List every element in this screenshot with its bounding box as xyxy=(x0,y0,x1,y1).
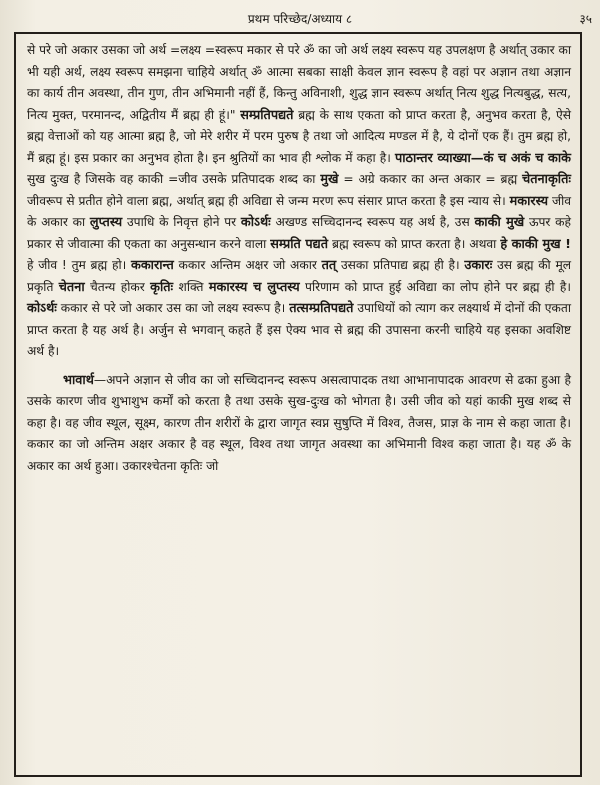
bold-term: सम्प्रतिपद्यते xyxy=(240,107,294,123)
text-run: = अग्रे ककार का अन्त अकार = ब्रह्म xyxy=(338,172,523,186)
text-run: से परे जो अकार उसका जो अर्थ =लक्ष्य =स्वरूप मकार से परे ॐ का जो अर्थ लक्ष्य स्वरूप यह उपलक्षण है अर्थात् उकार का भी यही अर्थ, लक्ष्य स्वरूप समझना चाहिये अर्थात् ॐ आत्मा सबका साक्षी केवल ज्ञान स्वरूप है वहां पर अज्ञान तथा अज्ञान का कार्य तीन अवस्था, तीन गुण, तीन अभिमानी नहीं हैं, किन्तु अविनाशी, शुद्ध ज्ञान स्वरूप अर्थात् नित्य शुद्ध नित्यबुद्ध, सत्य, नित्य मुक्त, परमानन्द, अद्वितीय मैं ब्रह्म ही हूं।" xyxy=(27,43,571,122)
page-number: ३५ xyxy=(579,12,592,26)
paragraph-bhavarth xyxy=(27,370,571,478)
text-run: ब्रह्म स्वरूप को प्राप्त करता है। अथवा xyxy=(328,236,501,251)
text-run: हे जीव ! तुम ब्रह्म हो। xyxy=(27,258,132,272)
bold-term: कृतिः xyxy=(150,279,174,295)
bold-term: पाठान्तर व्याख्या—कं च अकं च काके xyxy=(394,150,571,166)
bold-term: काकी मुखे xyxy=(474,215,525,230)
bold-term: कोऽर्थः xyxy=(240,215,271,230)
text-run: अखण्ड सच्चिदानन्द स्वरूप यह अर्थ है, उस xyxy=(270,215,475,229)
text-run: ककार अन्तिम अक्षर जो अकार xyxy=(173,258,322,272)
text-run: ककार से परे जो अकार उस का जो लक्ष्य स्वरूप है। xyxy=(56,301,290,315)
page-header xyxy=(0,6,600,28)
bold-term: भावार्थ xyxy=(63,372,94,388)
body-text xyxy=(27,40,571,477)
bold-term: चेतनाकृतिः xyxy=(522,172,571,187)
bold-term: चेतना xyxy=(58,279,85,295)
text-run: उस ब्रह्म की मूल प्रकृति xyxy=(27,258,572,294)
bold-term: तत्सम्प्रतिपद्यते xyxy=(289,301,354,316)
text-run: जीवरूप से प्रतीत होने वाला ब्रह्म, अर्थात् ब्रह्म ही अविद्या से जन्म मरण रूप संसार प्राप्त करता है इस न्याय से। xyxy=(27,193,510,208)
text-run: शक्ति xyxy=(173,279,209,294)
bold-term: उकारः xyxy=(464,258,493,273)
text-frame xyxy=(14,32,582,777)
text-run: सुख दुःख है जिसके वह काकी =जीव उसके प्रतिपादक शब्द का xyxy=(27,172,321,186)
bold-term: मुखे xyxy=(320,172,339,187)
text-run: उपाधि के निवृत्त होने पर xyxy=(122,215,241,229)
bold-term: तत् xyxy=(321,258,337,273)
bold-term: ककारान्त xyxy=(131,258,174,273)
text-run: उपाधियों को त्याग कर लक्ष्यार्थ में दोनों की एकता प्राप्त करता है यह अर्थ है। अर्जुन से भगवान् कहते हैं इस ऐक्य भाव से ब्रह्म की उपासना करनी चाहिये यह इसका अवशिष्ट अर्थ है। xyxy=(27,301,571,358)
chapter-heading: प्रथम परिच्छेद/अध्याय ८ xyxy=(247,12,353,26)
bold-term: मकारस्य xyxy=(509,193,549,209)
text-run: चैतन्य होकर xyxy=(84,279,151,294)
text-run: —अपने अज्ञान से जीव का जो सच्चिदानन्द स्वरूप असत्वापादक तथा आभानापादक आवरण से ढका हुआ है उसके कारण जीव शुभाशुभ कर्मों को करता है तथा उसके सुख-दुःख को भोगता है। उसी जीव को यहां काकी मुख शब्द से कहा है। वह जीव स्थूल, सूक्ष्म, कारण तीन शरीरों के द्वारा जागृत स्वप्न सुषुप्ति में विश्व, तैजस, प्राज्ञ के नाम से कहा जाता है। ककार का जो अन्तिम अक्षर अकार है वह स्थूल, विश्व तथा जागृत अवस्था का अभिमानी विश्व कहा जाता है। यह ॐ के अकार का अर्थ हुआ। उकारश्चेतना कृतिः जो xyxy=(27,372,571,473)
text-run: उसका प्रतिपाद्य ब्रह्म ही है। xyxy=(336,258,465,272)
paragraph-commentary xyxy=(27,40,571,363)
text-run: जीव के अकार का xyxy=(27,193,571,229)
text-run: ब्रह्म के साथ एकता को प्राप्त करता है, अनुभव करता है, ऐसे ब्रह्म वेत्ताओं को यह आत्मा ब्रह्म है, जो मेरे शरीर में परम पुरुष है तथा जो आदित्य मण्डल में है, ये दोनों एक हैं। तुम ब्रह्म हो, मैं ब्रह्म हूं। इस प्रकार का अनुभव होता है। इन श्रुतियों का भाव ही श्लोक में कहा है। xyxy=(27,107,571,165)
text-run: परिणाम को प्राप्त हुई अविद्या का लोप होने पर ब्रह्म ही है। xyxy=(299,279,572,294)
bold-term: लुप्तस्य xyxy=(89,215,123,230)
bold-term: सम्प्रति पद्यते xyxy=(270,236,329,252)
bold-term: मकारस्य च लुप्तस्य xyxy=(208,279,300,295)
bold-term: हे काकी मुख ! xyxy=(500,236,572,252)
bold-term: कोऽर्थः xyxy=(27,301,57,316)
text-run: ऊपर कहे प्रकार से जीवात्मा की एकता का अनुसन्धान करने वाला xyxy=(27,215,571,251)
